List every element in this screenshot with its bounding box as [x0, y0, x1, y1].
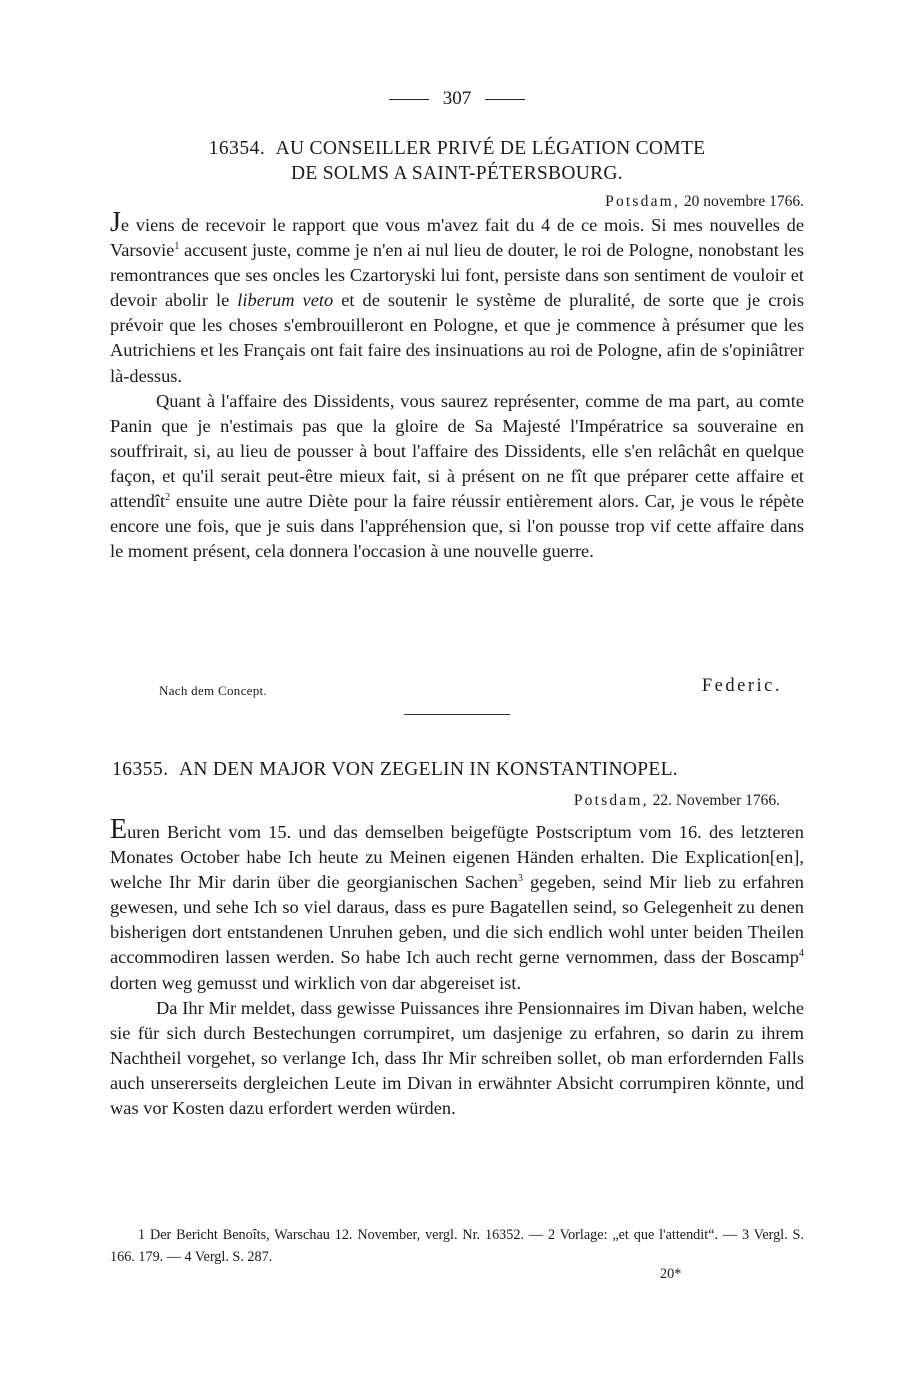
- letter-2-paragraph-1: [110, 814, 804, 996]
- letter-1-heading: [110, 136, 804, 186]
- header-rule-left: [389, 99, 429, 100]
- letter-2-number: 16355.: [112, 759, 169, 780]
- page-header: [110, 88, 804, 110]
- letter-2-dateline: [574, 791, 780, 811]
- letter-1-paragraph-1: [110, 207, 804, 389]
- letter-1-signature: Federic.: [701, 676, 782, 696]
- page-number: 307: [442, 88, 472, 109]
- letter-1-dropcap: J: [110, 207, 121, 238]
- letter-2-p1-text-b: gegeben, seind Mir lieb zu erfahren gewesen, und sehe Ich so viel daraus, dass es pure Bagatellen seind, so Gelegenheit zu denen bisherigen dort entstandenen Unruhen geben, und die sich endlich wohl unter beiden Theilen accommodiren lassen werden. So habe Ich auch recht gerne vernommen, dass der Boscamp: [110, 872, 804, 968]
- letter-1-body: [110, 207, 804, 564]
- footnote-ref-1: 1: [174, 240, 180, 252]
- footnotes: [110, 1224, 804, 1268]
- footnotes-text: 1 Der Bericht Benoîts, Warschau 12. November, vergl. Nr. 16352. — 2 Vorlage: „et que l'attendit“. — 3 Vergl. S. 166. 179. — 4 Vergl. S. 287.: [110, 1227, 804, 1265]
- letter-2-paragraph-2: Da Ihr Mir meldet, dass gewisse Puissances ihre Pensionnaires im Divan haben, welche sie für sich durch Bestechungen corrumpiret, um dasjenige zu erfahren, so darin zu ihrem Nachtheil vorgehet, so verlange Ich, dass Ihr Mir schreiben sollet, ob man erfordernden Falls auch unsererseits dergleichen Leute im Divan in erwähnter Absicht corrumpiren könnte, und was vor Kosten dazu erfordert werden würden.: [110, 997, 804, 1119]
- letter-1-source-note: Nach dem Concept.: [159, 683, 267, 698]
- letter-1-paragraph-2: [110, 389, 804, 565]
- letter-1-p1-text-c: et de soutenir le système de pluralité, de sorte que je crois prévoir que les choses s'embrouilleront en Pologne, et que je commence à présumer que les Autrichiens et les Français ont fait faire des insinuations au roi de Pologne, afin de s'opiniâtrer là-dessus.: [110, 290, 804, 386]
- letter-2-p1-text-c: dorten weg gemusst und wirklich von dar abgereiset ist.: [110, 972, 522, 993]
- sheet-signature-mark: 20*: [660, 1266, 682, 1282]
- letter-2-heading: [112, 757, 806, 782]
- letter-2-title: AN DEN MAJOR VON ZEGELIN IN KONSTANTINOPEL.: [178, 759, 678, 780]
- letter-2-body: [110, 814, 804, 1121]
- letter-2-p1-text-a: uren Bericht vom 15. und das demselben beigefügte Postscriptum vom 16. des letzteren Monates October habe Ich heute zu Meinen eigenen Händen erhalten. Die Explication[en], welche Ihr Mir darin über die georgianischen Sachen: [110, 822, 804, 893]
- footnote-ref-3: 3: [517, 873, 523, 885]
- letter-1-p2-text-a: Quant à l'affaire des Dissidents, vous saurez représenter, comme de ma part, au comte Panin que je n'estimais pas que la gloire de Sa Majesté l'Impératrice sa souveraine en souffrirait, si, au lieu de pousser à bout l'affaire des Dissidents, elle s'en relâchât en quelque façon, et qu'il serait peut-être mieux fait, si à présent on ne fît que préparer cette affaire et attendît: [110, 390, 804, 512]
- letter-1-p1-text-b: accusent juste, comme je n'en ai nul lieu de douter, le roi de Pologne, nonobstant les remontrances que ses oncles les Czartoryski lui font, persiste dans son sentiment de vouloir et devoir abolir le: [110, 240, 804, 311]
- letter-2-date: 22. November 1766.: [652, 792, 780, 809]
- letter-1-title-line1: AU CONSEILLER PRIVÉ DE LÉGATION COMTE: [275, 138, 706, 159]
- letter-1-place: Potsdam,: [605, 193, 681, 210]
- footnote-ref-2: 2: [165, 491, 171, 503]
- header-rule-right: [485, 99, 525, 100]
- letter-1-p1-text-a: e viens de recevoir le rapport que vous m'avez fait du 4 de ce mois. Si mes nouvelles de Varsovie: [110, 215, 804, 261]
- letter-2-place: Potsdam,: [573, 792, 649, 809]
- section-divider: [404, 714, 510, 715]
- letter-1-dateline: [605, 192, 804, 212]
- letter-1-p2-text-b: ensuite une autre Diète pour la faire réussir entièrement alors. Car, je vous le répète encore une fois, que je suis dans l'appréhension que, si l'on pousse trop vif cette affaire dans le moment présent, cela donnera l'occasion à une nouvelle guerre.: [110, 491, 804, 562]
- footnote-ref-4: 4: [799, 948, 804, 960]
- letter-1-title-line2: DE SOLMS A SAINT-PÉTERSBOURG.: [291, 163, 623, 184]
- letter-1-date: 20 novembre 1766.: [683, 193, 804, 210]
- letter-2-dropcap: E: [110, 814, 128, 845]
- letter-1-italic-phrase: liberum veto: [237, 290, 334, 311]
- letter-1-number: 16354.: [208, 138, 266, 159]
